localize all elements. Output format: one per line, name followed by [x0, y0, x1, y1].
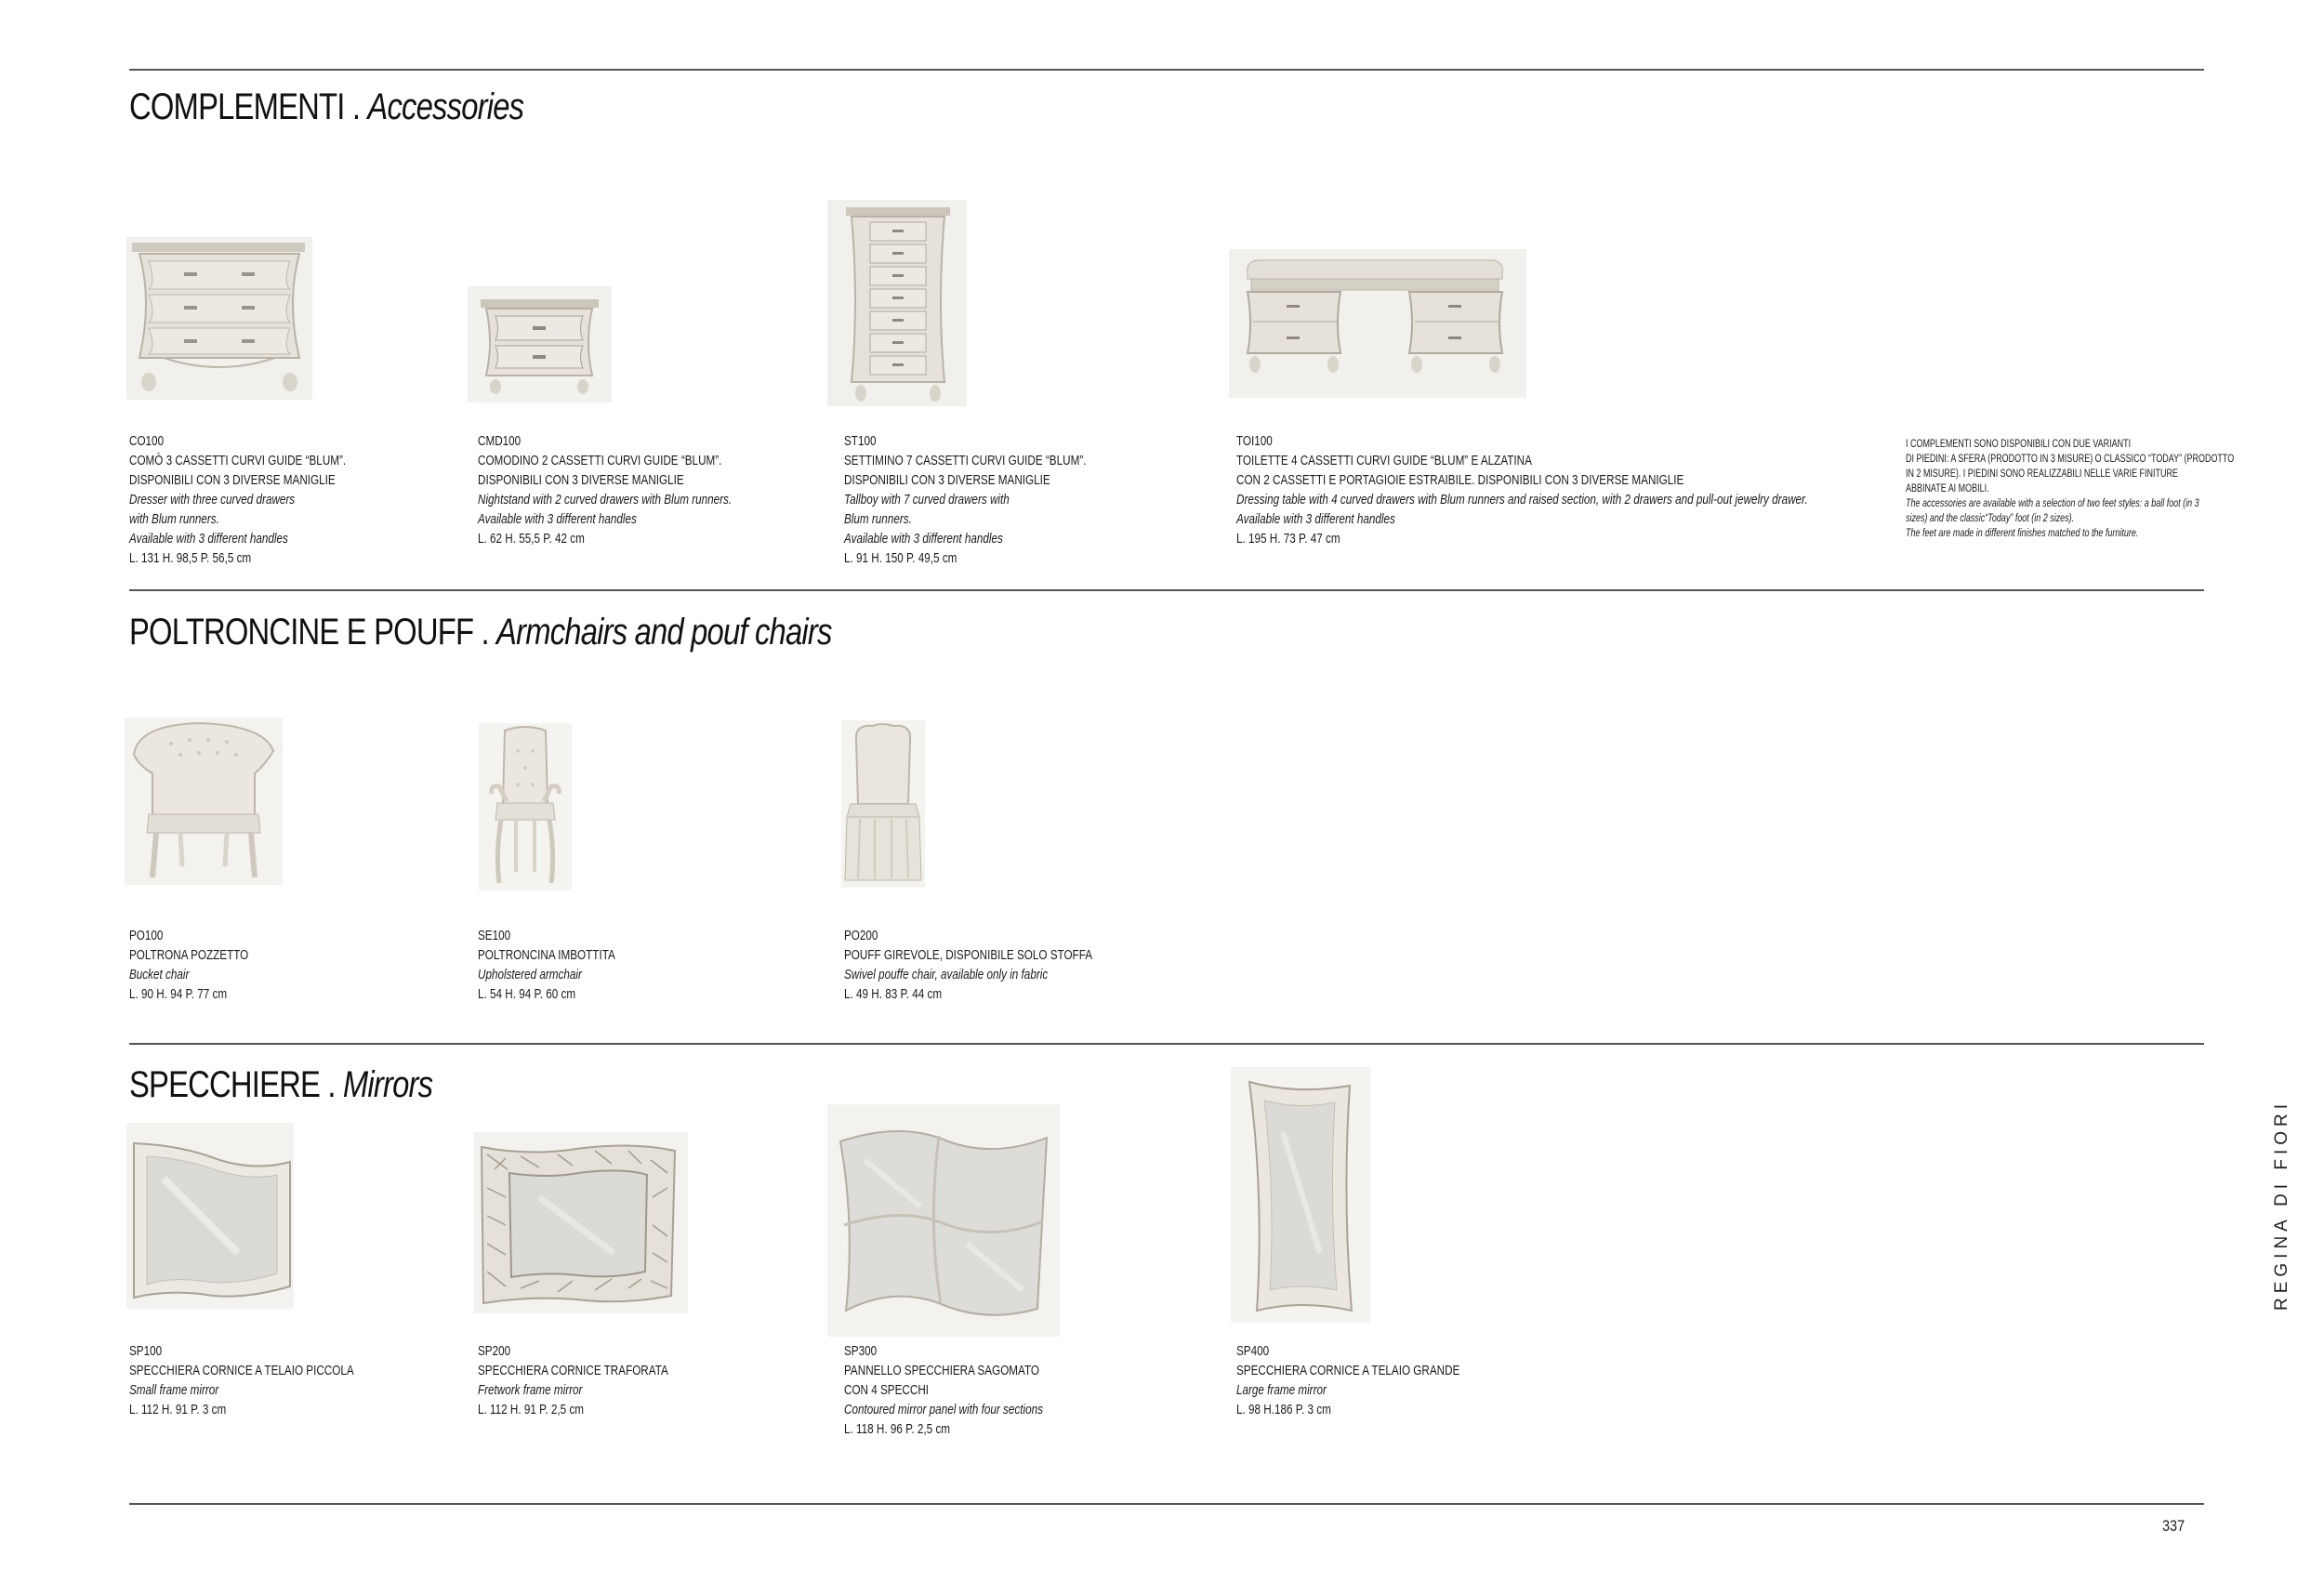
- top-rule: [129, 69, 2204, 71]
- product-desc-en: Blum runners.: [844, 511, 912, 527]
- section-divider: [129, 589, 2204, 591]
- large-frame-mirror-image: [1231, 1067, 1370, 1323]
- product-desc-en: Available with 3 different handles: [844, 531, 1003, 547]
- product-info: [1236, 1341, 1459, 1419]
- product-dimensions: L. 131 H. 98,5 P. 56,5 cm: [129, 550, 252, 566]
- upholstered-armchair-image: [479, 723, 572, 890]
- product-dimensions: L. 112 H. 91 P. 2,5 cm: [478, 1402, 585, 1417]
- product-code: SP100: [129, 1343, 163, 1359]
- product-info: [478, 431, 732, 548]
- product-dimensions: L. 195 H. 73 P. 47 cm: [1236, 531, 1340, 547]
- nightstand-image: [468, 286, 612, 402]
- product-code: SP300: [844, 1343, 878, 1359]
- product-dimensions: L. 54 H. 94 P. 60 cm: [478, 986, 576, 1002]
- product-info: [129, 1341, 354, 1419]
- tallboy-image: [827, 200, 967, 406]
- product-desc-it: PANNELLO SPECCHIERA SAGOMATO: [844, 1363, 1040, 1378]
- section-title-italian: SPECCHIERE .: [129, 1064, 343, 1105]
- product-desc-it: SETTIMINO 7 CASSETTI CURVI GUIDE “BLUM”.: [844, 453, 1087, 468]
- note-it: I COMPLEMENTI SONO DISPONIBILI CON DUE VARIANTI: [1906, 439, 2132, 450]
- contoured-mirror-panel-image: [827, 1104, 1060, 1337]
- product-info: [844, 1341, 1043, 1439]
- product-desc-it: COMODINO 2 CASSETTI CURVI GUIDE “BLUM”.: [478, 453, 722, 468]
- section-title-english: Mirrors: [342, 1064, 433, 1105]
- product-desc-it: POLTRONA POZZETTO: [129, 947, 249, 963]
- product-desc-it: SPECCHIERA CORNICE A TELAIO GRANDE: [1236, 1363, 1460, 1378]
- section-title-english: Accessories: [367, 86, 524, 127]
- product-code: SP200: [478, 1343, 511, 1359]
- product-code: ST100: [844, 433, 877, 449]
- product-desc-en: with Blum runners.: [129, 511, 219, 527]
- product-desc-en: Swivel pouffe chair, available only in fabric: [844, 967, 1049, 982]
- pouffe-chair-image: [841, 720, 925, 888]
- product-desc-en: Large frame mirror: [1236, 1382, 1327, 1398]
- product-dimensions: L. 49 H. 83 P. 44 cm: [844, 986, 943, 1002]
- dresser-image: [126, 237, 312, 400]
- product-code: SP400: [1236, 1343, 1270, 1359]
- product-code: CMD100: [478, 433, 522, 449]
- product-desc-en: Dressing table with 4 curved drawers with Blum runners and raised section, with 2 drawers and pull-out jewelry drawer.: [1236, 492, 1808, 508]
- product-desc-it: TOILETTE 4 CASSETTI CURVI GUIDE “BLUM” E ALZATINA: [1236, 453, 1532, 468]
- product-code: TOI100: [1236, 433, 1273, 449]
- product-desc-it: DISPONIBILI CON 3 DIVERSE MANIGLIE: [844, 472, 1050, 488]
- section-title-english: Armchairs and pouf chairs: [496, 612, 832, 653]
- note-it: IN 2 MISURE). I PIEDINI SONO REALIZZABILI NELLE VARIE FINITURE: [1906, 468, 2178, 480]
- product-desc-it: CON 4 SPECCHI: [844, 1382, 930, 1398]
- section-title-mirrors: [129, 1063, 432, 1106]
- product-desc-it: CON 2 CASSETTI E PORTAGIOIE ESTRAIBILE. DISPONIBILI CON 3 DIVERSE MANIGLIE: [1236, 472, 1684, 488]
- section-title-italian: COMPLEMENTI .: [129, 86, 368, 127]
- product-desc-it: SPECCHIERA CORNICE A TELAIO PICCOLA: [129, 1363, 354, 1378]
- product-code: PO100: [129, 928, 164, 943]
- bucket-chair-image: [125, 718, 283, 885]
- product-info: [844, 431, 1086, 568]
- product-desc-en: Small frame mirror: [129, 1382, 219, 1398]
- product-desc-en: Fretwork frame mirror: [478, 1382, 583, 1398]
- product-dimensions: L. 118 H. 96 P. 2,5 cm: [844, 1421, 951, 1437]
- section-title-italian: POLTRONCINE E POUFF .: [129, 612, 497, 653]
- fretwork-frame-mirror-image: [474, 1132, 688, 1313]
- product-desc-it: DISPONIBILI CON 3 DIVERSE MANIGLIE: [478, 472, 684, 488]
- note-en: The feet are made in different finishes matched to the furniture.: [1906, 528, 2139, 539]
- feet-variants-note: [1906, 437, 2234, 541]
- product-desc-it: COMÒ 3 CASSETTI CURVI GUIDE “BLUM”.: [129, 453, 347, 468]
- product-info: [844, 926, 1092, 1004]
- note-it: ABBINATE AI MOBILI.: [1906, 483, 1989, 494]
- product-info: [1236, 431, 1808, 548]
- product-desc-en: Available with 3 different handles: [478, 511, 637, 527]
- product-desc-en: Bucket chair: [129, 967, 190, 982]
- product-desc-it: POUFF GIREVOLE, DISPONIBILE SOLO STOFFA: [844, 947, 1093, 963]
- product-desc-en: Dresser with three curved drawers: [129, 492, 296, 508]
- product-dimensions: L. 112 H. 91 P. 3 cm: [129, 1402, 227, 1417]
- dressing-table-image: [1229, 249, 1526, 398]
- product-desc-en: Nightstand with 2 curved drawers with Blum runners.: [478, 492, 733, 508]
- note-en: The accessories are available with a selection of two feet styles: a ball foot (in 3: [1906, 498, 2199, 509]
- product-dimensions: L. 91 H. 150 P. 49,5 cm: [844, 550, 957, 566]
- page-number: 337: [2162, 1517, 2185, 1535]
- product-desc-en: Tallboy with 7 curved drawers with: [844, 492, 1010, 508]
- product-info: [129, 431, 346, 568]
- product-desc-it: POLTRONCINA IMBOTTITA: [478, 947, 615, 963]
- product-desc-en: Contoured mirror panel with four sections: [844, 1402, 1043, 1417]
- brand-label: REGINA DI FIORI: [2272, 1099, 2291, 1311]
- section-title-accessories: [129, 86, 523, 128]
- product-code: SE100: [478, 928, 511, 943]
- product-dimensions: L. 90 H. 94 P. 77 cm: [129, 986, 228, 1002]
- product-info: [129, 926, 248, 1004]
- product-code: CO100: [129, 433, 165, 449]
- section-divider: [129, 1043, 2204, 1045]
- bottom-rule: [129, 1503, 2204, 1505]
- product-dimensions: L. 62 H. 55,5 P. 42 cm: [478, 531, 585, 547]
- product-info: [478, 1341, 668, 1419]
- product-desc-it: SPECCHIERA CORNICE TRAFORATA: [478, 1363, 668, 1378]
- section-title-armchairs: [129, 611, 832, 653]
- product-info: [478, 926, 615, 1004]
- product-desc-en: Available with 3 different handles: [1236, 511, 1395, 527]
- product-dimensions: L. 98 H.186 P. 3 cm: [1236, 1402, 1331, 1417]
- product-desc-it: DISPONIBILI CON 3 DIVERSE MANIGLIE: [129, 472, 336, 488]
- product-code: PO200: [844, 928, 878, 943]
- note-en: sizes) and the classic“Today” foot (in 2 sizes).: [1906, 513, 2075, 524]
- product-desc-en: Available with 3 different handles: [129, 531, 288, 547]
- product-desc-en: Upholstered armchair: [478, 967, 582, 982]
- small-frame-mirror-image: [126, 1123, 294, 1309]
- note-it: DI PIEDINI: A SFERA (PRODOTTO IN 3 MISURE) O CLASSICO “TODAY” (PRODOTTO: [1906, 454, 2235, 465]
